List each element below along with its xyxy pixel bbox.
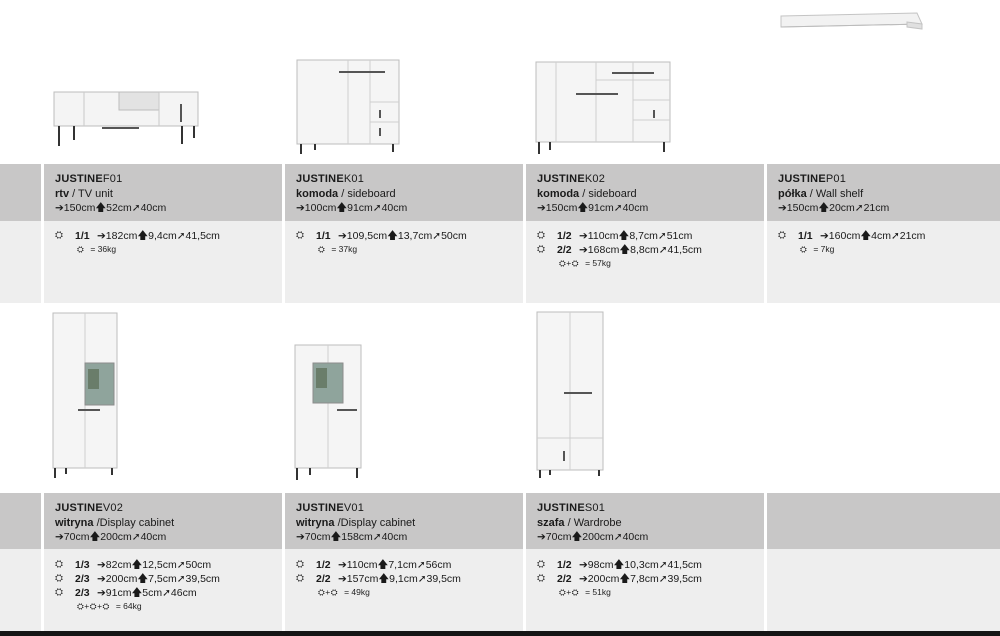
package-weight: ⛭+⛭ = 57kg <box>559 258 611 268</box>
column-divider <box>764 493 767 631</box>
product-name: komoda / sideboard <box>296 187 396 200</box>
product-header-v01 <box>296 501 415 545</box>
wall-shelf-image <box>767 0 1000 164</box>
package-info-s01 <box>537 558 702 598</box>
product-dimensions: ➔70cm🡅158cm➚40cm <box>296 531 408 543</box>
package-info-p01 <box>778 229 925 255</box>
package-line: ⛭ 2/2 ➔168cm🡅8,8cm➚41,5cm <box>537 244 702 256</box>
package-info-f01 <box>55 229 220 255</box>
product-name: szafa / Wardrobe <box>537 516 622 529</box>
package-info-v01 <box>296 558 461 598</box>
package-weight: ⛭ = 37kg <box>318 244 358 254</box>
product-code: JUSTINEP01 <box>778 173 847 185</box>
sideboard-k02-image <box>526 0 764 164</box>
wardrobe-image <box>526 303 764 493</box>
column-divider <box>764 164 767 303</box>
product-header-s01 <box>537 501 648 545</box>
display-cabinet-v02-image <box>44 303 282 493</box>
package-weight: ⛭+⛭ = 51kg <box>559 587 611 597</box>
product-dimensions: ➔70cm🡅200cm➚40cm <box>537 531 649 543</box>
package-weight: ⛭+⛭ = 49kg <box>318 587 370 597</box>
product-dimensions: ➔150cm🡅20cm➚21cm <box>778 202 890 214</box>
package-weight: ⛭ = 7kg <box>800 244 835 254</box>
display-cabinet-v01-image <box>285 303 523 493</box>
package-line: ⛭ 1/1 ➔160cm🡅4cm➚21cm <box>778 230 926 242</box>
package-box-icon: ⛭ <box>537 573 545 584</box>
package-line: ⛭ 1/1 ➔182cm🡅9,4cm➚41,5cm <box>55 230 220 242</box>
product-header-v02 <box>55 501 174 545</box>
package-box-icon: ⛭ <box>537 230 545 241</box>
product-name: witryna /Display cabinet <box>55 516 175 529</box>
package-box-icon: ⛭ <box>55 587 63 598</box>
package-line: ⛭ 1/2 ➔110cm🡅8,7cm➚51cm <box>537 230 693 242</box>
product-code: JUSTINEV01 <box>296 502 365 514</box>
package-line: ⛭ 2/3 ➔91cm🡅5cm➚46cm <box>55 587 197 599</box>
package-box-icon: ⛭ <box>778 230 786 241</box>
product-code: JUSTINEV02 <box>55 502 124 514</box>
package-box-icon: ⛭ <box>55 573 63 584</box>
column-divider <box>523 493 526 631</box>
product-code: JUSTINEK01 <box>296 173 365 185</box>
package-box-icon: ⛭ <box>537 244 545 255</box>
package-line: ⛭ 1/2 ➔98cm🡅10,3cm➚41,5cm <box>537 559 702 571</box>
product-dimensions: ➔150cm🡅52cm➚40cm <box>55 202 167 214</box>
package-line: ⛭ 2/2 ➔157cm🡅9,1cm➚39,5cm <box>296 573 461 585</box>
column-divider <box>523 164 526 303</box>
product-dimensions: ➔100cm🡅91cm➚40cm <box>296 202 408 214</box>
package-info-v02 <box>55 558 220 612</box>
product-dimensions: ➔150cm🡅91cm➚40cm <box>537 202 649 214</box>
product-code: JUSTINES01 <box>537 502 606 514</box>
package-box-icon: ⛭ <box>296 573 304 584</box>
tv-unit-image <box>44 0 282 164</box>
package-info-k02 <box>537 229 702 269</box>
column-divider <box>282 493 285 631</box>
column-divider <box>282 164 285 303</box>
package-line: ⛭ 1/1 ➔109,5cm🡅13,7cm➚50cm <box>296 230 467 242</box>
product-code: JUSTINEF01 <box>55 173 123 185</box>
package-line: ⛭ 1/2 ➔110cm🡅7,1cm➚56cm <box>296 559 452 571</box>
product-name: rtv / TV unit <box>55 187 113 200</box>
product-code: JUSTINEK02 <box>537 173 606 185</box>
product-header-k01 <box>296 172 407 216</box>
package-box-icon: ⛭ <box>537 559 545 570</box>
package-line: ⛭ 2/2 ➔200cm🡅7,8cm➚39,5cm <box>537 573 702 585</box>
package-line: ⛭ 1/3 ➔82cm🡅12,5cm➚50cm <box>55 559 212 571</box>
column-divider <box>41 164 44 303</box>
package-info-k01 <box>296 229 467 255</box>
package-box-icon: ⛭ <box>55 559 63 570</box>
bottom-rule <box>0 631 1000 636</box>
column-divider <box>41 493 44 631</box>
product-header-p01 <box>778 172 889 216</box>
package-weight: ⛭+⛭+⛭ = 64kg <box>77 601 142 611</box>
product-header-k02 <box>537 172 648 216</box>
sideboard-k01-image <box>285 0 523 164</box>
product-name: półka / Wall shelf <box>778 187 864 200</box>
product-header-f01 <box>55 172 166 216</box>
package-line: ⛭ 2/3 ➔200cm🡅7,5cm➚39,5cm <box>55 573 220 585</box>
package-box-icon: ⛭ <box>55 230 63 241</box>
product-dimensions: ➔70cm🡅200cm➚40cm <box>55 531 167 543</box>
package-box-icon: ⛭ <box>296 230 304 241</box>
package-box-icon: ⛭ <box>296 559 304 570</box>
package-weight: ⛭ = 36kg <box>77 244 117 254</box>
product-name: witryna /Display cabinet <box>296 516 416 529</box>
product-name: komoda / sideboard <box>537 187 637 200</box>
